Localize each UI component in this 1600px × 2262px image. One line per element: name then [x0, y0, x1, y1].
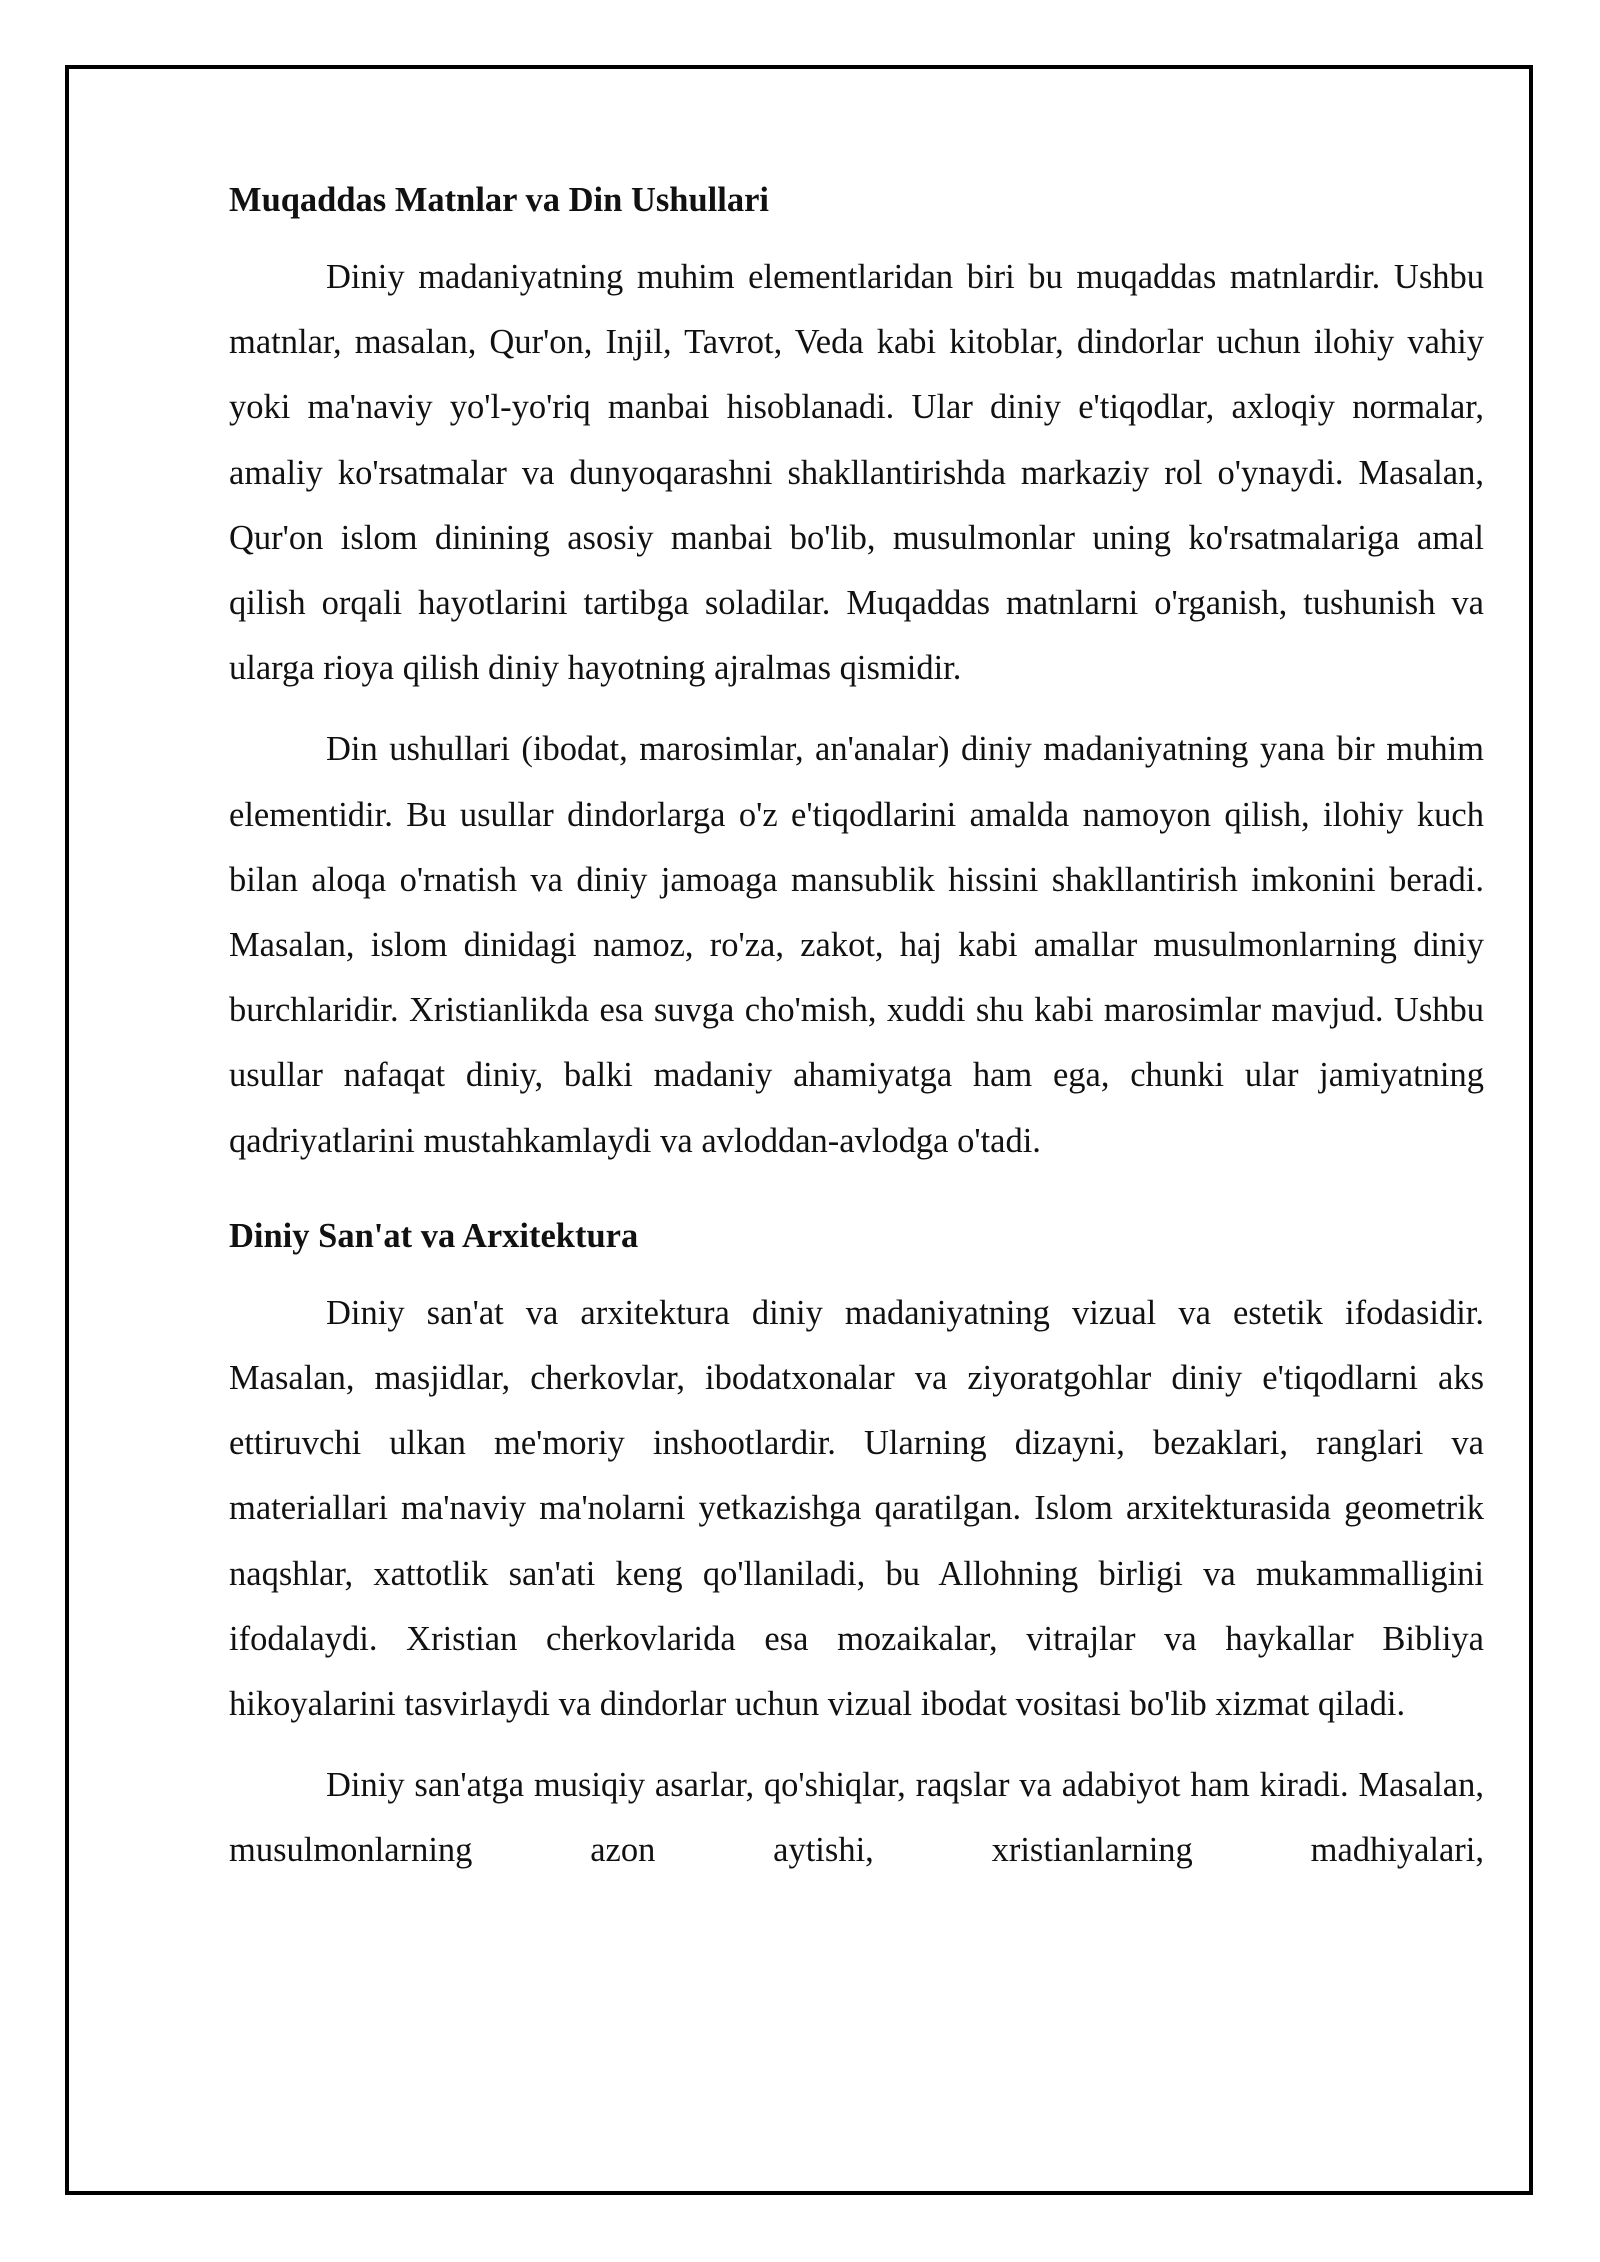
paragraph: Diniy san'at va arxitektura diniy madaniyatning vizual va estetik ifodasidir. Masalan, masjidlar, cherkovlar, ibodatxonalar va ziyoratgohlar diniy e'tiqodlarni aks ettiruvchi ulkan me'moriy inshootlardir. Ularning dizayni, bezaklari, ranglari va materiallari ma'naviy ma'nolarni yetkazishga qaratilgan. Islom arxitekturasida geometrik naqshlar, xattotlik san'ati keng qo'llaniladi, bu Allohning birligi va mukammalligini ifodalaydi. Xristian cherkovlarida esa mozaikalar, vitrajlar va haykallar Bibliya hikoyalarini tasvirlaydi va dindorlar uchun vizual ibodat vositasi bo'lib xizmat qiladi. — [229, 1293, 1484, 1724]
paragraph: Diniy madaniyatning muhim elementlaridan biri bu muqaddas matnlardir. Ushbu matnlar, masalan, Qur'on, Injil, Tavrot, Veda kabi kitoblar, dindorlar uchun ilohiy vahiy yoki ma'naviy yo'l-yo'riq manbai hisoblanadi. Ular diniy e'tiqodlar, axloqiy normalar, amaliy ko'rsatmalar va dunyoqarashni shakllantirishda markaziy rol o'ynaydi. Masalan, Qur'on islom dinining asosiy manbai bo'lib, musulmonlar uning ko'rsatmalariga amal qilish orqali hayotlarini tartibga soladilar. Muqaddas matnlarni o'rganish, tushunish va ularga rioya qilish diniy hayotning ajralmas qismidir. — [229, 258, 1484, 688]
section-sacred-texts — [229, 168, 1484, 1174]
paragraph: Din ushullari (ibodat, marosimlar, an'analar) diniy madaniyatning yana bir muhim elementidir. Bu usullar dindorlarga o'z e'tiqodlarini amalda namoyon qilish, ilohiy kuch bilan aloqa o'rnatish va diniy jamoaga mansublik hissini shakllantirish imkonini beradi. Masalan, islom dinidagi namoz, ro'za, zakot, haj kabi amallar musulmonlarning diniy burchlaridir. Xristianlikda esa suvga cho'mish, xuddi shu kabi marosimlar mavjud. Ushbu usullar nafaqat diniy, balki madaniy ahamiyatga ham ega, chunki ular jamiyatning qadriyatlarini mustahkamlaydi va avloddan-avlodga o'tadi. — [229, 730, 1484, 1160]
document-body — [229, 168, 1484, 1884]
paragraph: Diniy san'atga musiqiy asarlar, qo'shiqlar, raqslar va adabiyot ham kiradi. Masalan, musulmonlarning azon aytishi, xristianlarning madhiyalari, — [229, 1766, 1484, 1870]
section-religious-art — [229, 1204, 1484, 1884]
section-heading: Muqaddas Matnlar va Din Ushullari — [229, 181, 769, 219]
section-heading: Diniy San'at va Arxitektura — [229, 1216, 639, 1255]
